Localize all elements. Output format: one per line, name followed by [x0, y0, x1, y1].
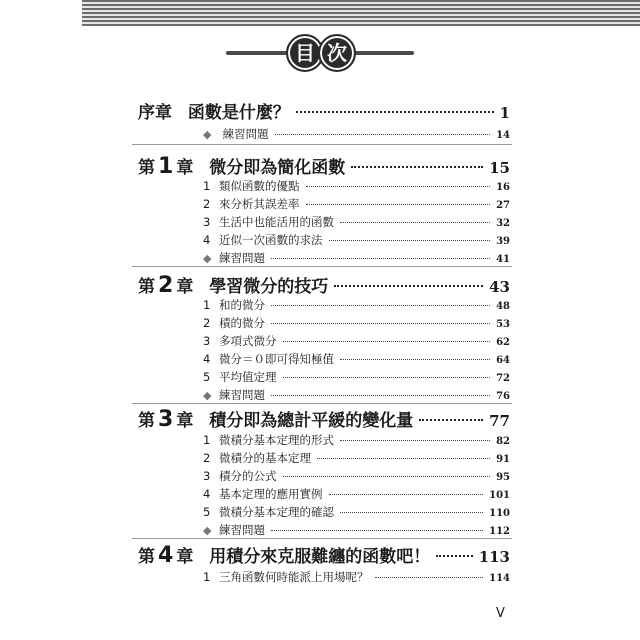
- subentry-number: 1: [203, 433, 211, 447]
- toc-entry-chapter-1[interactable]: [138, 153, 510, 179]
- subentry-title: 練習問題: [222, 127, 269, 141]
- page-number: 64: [496, 355, 510, 366]
- toc-subentry[interactable]: [203, 387, 510, 403]
- page-number: 48: [496, 301, 510, 312]
- toc-subentry[interactable]: [203, 232, 510, 248]
- dot-leader: [329, 240, 491, 241]
- chapter-number: 2: [158, 273, 174, 298]
- prologue-label: 序章: [138, 103, 172, 123]
- toc-subentry[interactable]: [203, 315, 510, 331]
- diamond-icon: ◆: [203, 128, 212, 141]
- subentry-title: 微積分的基本定理: [219, 451, 311, 465]
- page-number: 82: [496, 436, 510, 447]
- section-divider: [132, 538, 512, 539]
- subentry-title: 多項式微分: [219, 334, 277, 348]
- chapter-title: 函數是什麼？: [187, 103, 290, 123]
- folio-page-number: V: [496, 606, 505, 621]
- chapter-prefix: 第: [138, 547, 155, 567]
- subentry-title: 類似函數的優點: [219, 179, 300, 193]
- dot-leader: [283, 341, 491, 342]
- subentry-title: 積分的公式: [219, 469, 277, 483]
- subentry-number: 2: [203, 316, 211, 330]
- chapter-suffix: 章: [176, 277, 194, 297]
- chapter-title: 微分即為簡化函數: [209, 158, 346, 178]
- toc-subentry[interactable]: [203, 450, 510, 466]
- dot-leader: [271, 530, 483, 531]
- toc-subentry[interactable]: [203, 569, 510, 585]
- chapter-title: 積分即為總計平緩的變化量: [209, 411, 414, 431]
- subentry-title: 練習問題: [219, 523, 265, 537]
- subentry-title: 和的微分: [219, 298, 265, 312]
- page-number: 43: [489, 278, 510, 296]
- toc-entry-prologue[interactable]: [138, 98, 510, 123]
- dot-leader: [329, 494, 484, 495]
- subentry-title: 練習問題: [219, 388, 265, 402]
- toc-subentry[interactable]: [203, 214, 510, 230]
- toc-subentry[interactable]: [203, 468, 510, 484]
- page-number: 14: [496, 130, 510, 141]
- dot-leader: [271, 395, 490, 396]
- page-number: 1: [499, 104, 510, 122]
- dot-leader: [340, 440, 490, 441]
- chapter-suffix: 章: [176, 411, 194, 431]
- dot-leader: [306, 186, 491, 187]
- dot-leader: [283, 377, 491, 378]
- dot-leader: [375, 577, 484, 578]
- toc-subentry[interactable]: [203, 351, 510, 367]
- subentry-title: 基本定理的應用實例: [219, 487, 323, 501]
- subentry-title: 近似一次函數的求法: [219, 233, 323, 247]
- dot-leader: [340, 222, 490, 223]
- chapter-prefix: 第: [138, 158, 155, 178]
- subentry-number: 1: [203, 298, 211, 312]
- subentry-number: 3: [203, 469, 211, 483]
- dot-leader: [351, 166, 483, 168]
- dot-leader: [271, 323, 490, 324]
- dot-leader: [271, 305, 490, 306]
- toc-subentry[interactable]: [203, 333, 510, 349]
- chapter-prefix: 第: [138, 277, 155, 297]
- subentry-number: 5: [203, 370, 211, 384]
- page-number: 91: [496, 454, 510, 465]
- subentry-number: 4: [203, 233, 211, 247]
- subentry-title: 練習問題: [219, 251, 265, 265]
- page-number: 62: [496, 337, 510, 348]
- dot-leader: [419, 419, 483, 421]
- chapter-prefix: 第: [138, 411, 155, 431]
- section-divider: [132, 266, 512, 267]
- dot-leader: [340, 512, 483, 513]
- dot-leader: [334, 285, 483, 287]
- toc-subentry[interactable]: [203, 250, 510, 266]
- page-number: 76: [496, 391, 510, 402]
- page-number: 113: [478, 548, 510, 566]
- subentry-number: 1: [203, 179, 211, 193]
- toc-subentry[interactable]: [203, 196, 510, 212]
- toc-entry-chapter-4[interactable]: [138, 542, 510, 568]
- diamond-icon: ◆: [203, 252, 212, 265]
- page-number: 39: [496, 236, 510, 247]
- dot-leader: [436, 555, 472, 557]
- toc-entry-chapter-3[interactable]: [138, 406, 510, 432]
- subentry-title: 生活中也能活用的函數: [219, 215, 334, 229]
- subentry-title: 三角函數何時能派上用場呢？: [219, 570, 369, 584]
- section-divider: [132, 144, 512, 145]
- subentry-title: 微分＝０即可得知極值: [219, 352, 334, 366]
- page-number: 16: [496, 182, 510, 193]
- chapter-suffix: 章: [176, 547, 194, 567]
- toc-subentry[interactable]: [203, 369, 510, 385]
- subentry-title: 微積分基本定理的確認: [219, 505, 334, 519]
- toc-subentry[interactable]: [203, 432, 510, 448]
- toc-subentry[interactable]: [203, 297, 510, 313]
- page-number: 53: [496, 319, 510, 330]
- subentry-number: 4: [203, 487, 211, 501]
- toc-subentry[interactable]: [203, 522, 510, 538]
- heading-char-1: 目: [286, 34, 324, 72]
- chapter-number: 3: [158, 407, 174, 432]
- chapter-title: 學習微分的技巧: [209, 277, 329, 297]
- page-number: 77: [489, 412, 510, 430]
- page-number: 41: [496, 254, 510, 265]
- subentry-number: 5: [203, 505, 211, 519]
- subentry-number: 4: [203, 352, 211, 366]
- section-divider: [132, 403, 512, 404]
- chapter-suffix: 章: [176, 158, 194, 178]
- toc-subentry[interactable]: [203, 486, 510, 502]
- toc-subentry[interactable]: [203, 126, 510, 142]
- chapter-number: 1: [158, 154, 174, 179]
- subentry-title: 平均值定理: [219, 370, 277, 384]
- dot-leader: [275, 134, 490, 135]
- subentry-number: 3: [203, 334, 211, 348]
- subentry-number: 1: [203, 570, 211, 584]
- subentry-number: 2: [203, 197, 211, 211]
- subentry-title: 來分析其誤差率: [219, 197, 300, 211]
- subentry-number: 3: [203, 215, 211, 229]
- chapter-number: 4: [158, 543, 174, 568]
- dot-leader: [340, 359, 490, 360]
- chapter-title: 用積分來克服難纏的函數吧！: [209, 547, 431, 567]
- dot-leader: [306, 204, 491, 205]
- dot-leader: [317, 458, 490, 459]
- page-number: 32: [496, 218, 510, 229]
- page-number: 101: [489, 490, 510, 501]
- subentry-title: 積的微分: [219, 316, 265, 330]
- dot-leader: [271, 258, 490, 259]
- page-number: 114: [489, 573, 510, 584]
- diamond-icon: ◆: [203, 524, 212, 537]
- toc-subentry[interactable]: [203, 178, 510, 194]
- dot-leader: [283, 476, 491, 477]
- dot-leader: [296, 111, 494, 113]
- page-number: 72: [496, 373, 510, 384]
- toc-entry-chapter-2[interactable]: [138, 272, 510, 298]
- page-number: 95: [496, 472, 510, 483]
- diamond-icon: ◆: [203, 389, 212, 402]
- page-number: 15: [489, 159, 510, 177]
- page-number: 112: [489, 526, 510, 537]
- toc-subentry[interactable]: [203, 504, 510, 520]
- subentry-number: 2: [203, 451, 211, 465]
- page-number: 110: [489, 508, 510, 519]
- subentry-title: 微積分基本定理的形式: [219, 433, 334, 447]
- heading-char-2: 次: [318, 34, 356, 72]
- page-number: 27: [496, 200, 510, 211]
